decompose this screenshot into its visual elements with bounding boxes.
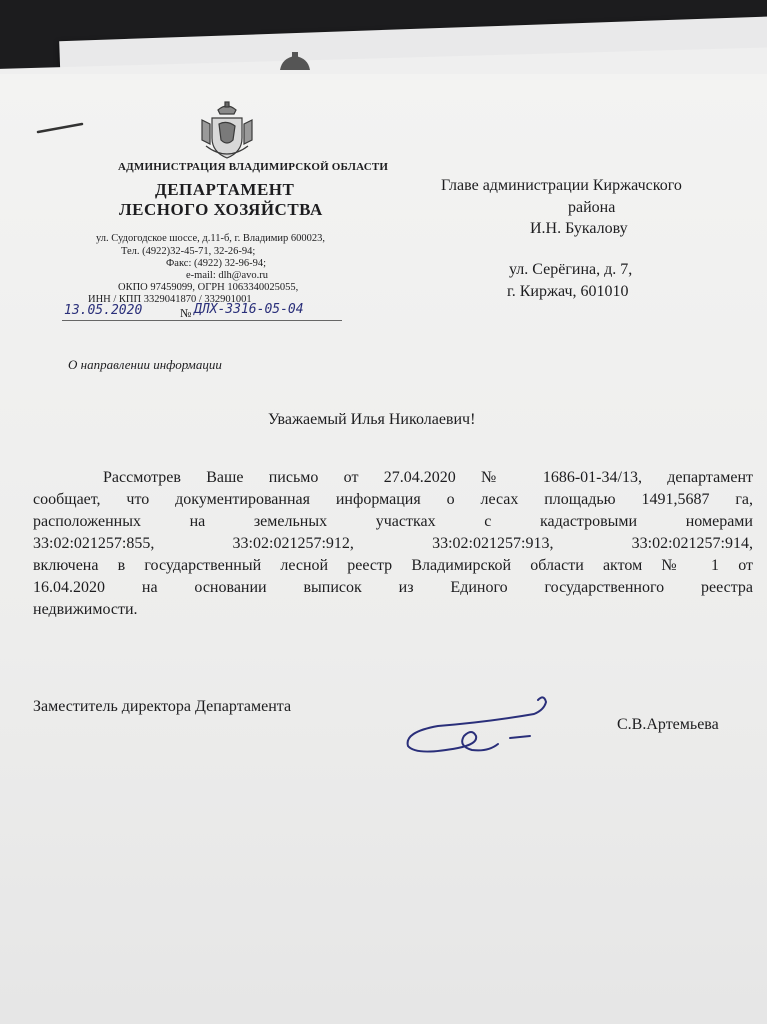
department-inn-line: ИНН / КПП 3329041870 / 332901001 bbox=[88, 294, 252, 305]
department-fax-line: Факс: (4922) 32-96-94; bbox=[166, 258, 267, 269]
body-line: недвижимости. bbox=[33, 601, 138, 618]
handwritten-signature bbox=[398, 692, 568, 762]
department-okpo-line: ОКПО 97459099, ОГРН 1063340025055, bbox=[118, 282, 299, 293]
recipient-street: ул. Серёгина, д. 7, bbox=[509, 261, 633, 278]
letter-subject: О направлении информации bbox=[68, 357, 222, 372]
letter-greeting: Уважаемый Илья Николаевич! bbox=[268, 411, 476, 428]
administration-title: АДМИНИСТРАЦИЯ ВЛАДИМИРСКОЙ ОБЛАСТИ bbox=[118, 161, 389, 173]
pen-stroke-mark bbox=[36, 118, 86, 138]
recipient-line: Главе администрации Киржачского bbox=[441, 177, 682, 194]
letter-date: 13.05.2020 bbox=[64, 303, 143, 318]
registration-underline bbox=[62, 320, 342, 321]
recipient-name: И.Н. Букалову bbox=[530, 220, 628, 237]
department-title-line1: ДЕПАРТАМЕНТ bbox=[155, 180, 295, 199]
department-email-line: e-mail: dlh@avo.ru bbox=[186, 270, 268, 281]
body-line: 33:02:021257:855, 33:02:021257:912, 33:02:021257:913, 33:02:021257:914, bbox=[33, 535, 753, 552]
department-title-line2: ЛЕСНОГО ХОЗЯЙСТВА bbox=[119, 200, 323, 219]
department-phone-line: Тел. (4922)32-45-71, 32-26-94; bbox=[121, 246, 256, 257]
letter-number-label: № bbox=[180, 306, 192, 320]
department-address-line: ул. Судогодское шоссе, д.11-б, г. Владимир 600023, bbox=[96, 233, 326, 244]
signer-position: Заместитель директора Департамента bbox=[33, 698, 292, 715]
letter-body bbox=[33, 467, 753, 621]
recipient-city: г. Киржач, 601010 bbox=[507, 283, 629, 300]
letter-number: ДЛХ-3316-05-04 bbox=[194, 302, 304, 317]
body-line: сообщает, что документированная информация о лесах площадью 1491,5687 га, bbox=[33, 491, 753, 508]
coat-of-arms-icon bbox=[196, 100, 258, 162]
background-crest-icon bbox=[270, 52, 320, 72]
body-line: расположенных на земельных участках с кадастровыми номерами bbox=[33, 513, 753, 530]
recipient-line: района bbox=[568, 199, 616, 216]
body-line: включена в государственный лесной реестр Владимирской области актом № 1 от bbox=[33, 557, 753, 574]
body-line: Рассмотрев Ваше письмо от 27.04.2020 № 1686-01-34/13, департамент bbox=[103, 469, 753, 486]
body-line: 16.04.2020 на основании выписок из Единого государственного реестра bbox=[33, 579, 753, 596]
signer-name: С.В.Артемьева bbox=[617, 716, 719, 733]
